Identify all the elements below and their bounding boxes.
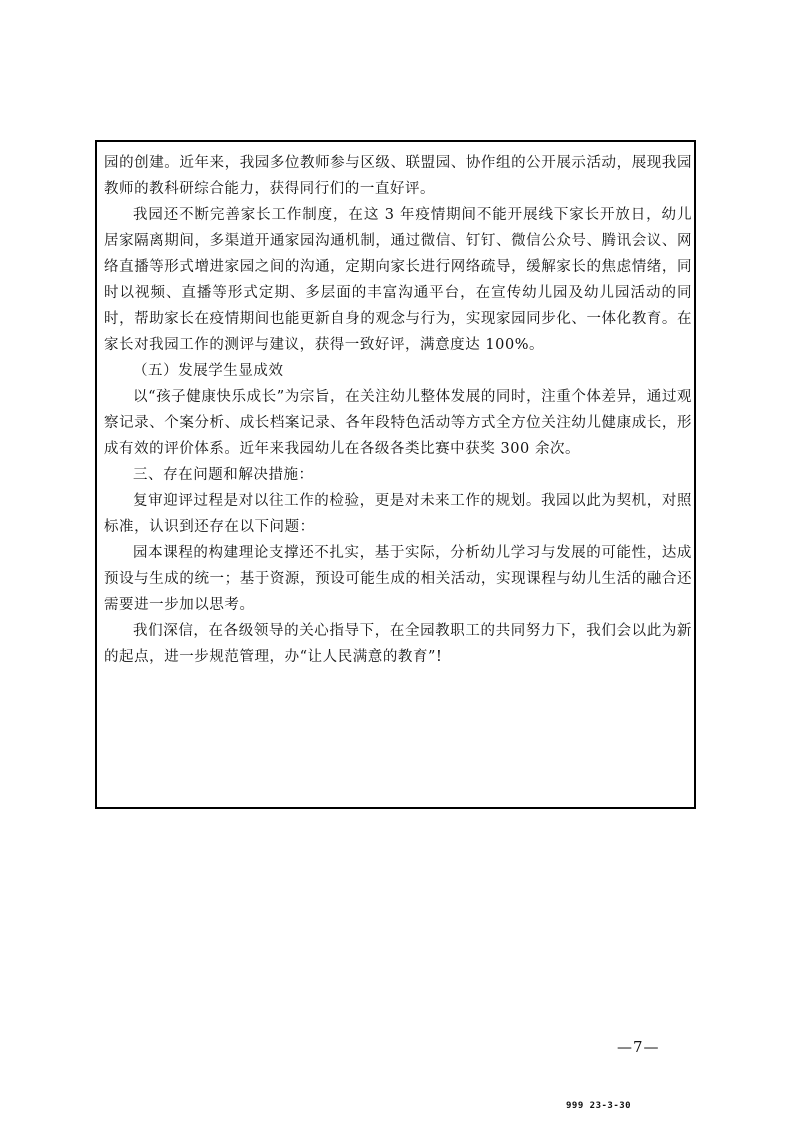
paragraph-student-development: 以“孩子健康快乐成长”为宗旨，在关注幼儿整体发展的同时，注重个体差异，通过观察记录、个案分析、成长档案记录、各年段特色活动等方式全方位关注幼儿健康成长，形成有效的评价体系。近年来我园幼儿在各级各类比赛中获奖 300 余次。 [104,389,692,457]
section-heading-student-development: （五）发展学生显成效 [133,363,284,379]
paragraph-continuation: 园的创建。近年来，我园多位教师参与区级、联盟园、协作组的公开展示活动，展现我园教师的教科研综合能力，获得同行们的一直好评。 [104,155,692,197]
section-heading-problems: 三、存在问题和解决措施： [133,467,314,483]
paragraph-parent-work: 我园还不断完善家长工作制度，在这 3 年疫情期间不能开展线下家长开放日，幼儿居家隔离期间，多渠道开通家园沟通机制，通过微信、钉钉、微信公众号、腾讯会议、网络直播等形式增进家园之间的沟通，定期向家长进行网络疏导，缓解家长的焦虑情绪，同时以视频、直播等形式定期、多层面的丰富沟通平台，在宣传幼儿园及幼儿园活动的同时，帮助家长在疫情期间也能更新自身的观念与行为，实现家园同步化、一体化教育。在家长对我园工作的测评与建议，获得一致好评，满意度达 100%。 [104,207,692,353]
paragraph-conclusion: 我们深信，在各级领导的关心指导下，在全园教职工的共同努力下，我们会以此为新的起点，进一步规范管理，办“让人民满意的教育”! [104,623,692,665]
paragraph-review-planning: 复审迎评过程是对以往工作的检验，更是对未来工作的规划。我园以此为契机，对照标准，认识到还存在以下问题： [104,493,692,535]
footer-code: 999 23-3-30 [566,1101,632,1111]
paragraph-curriculum-issue: 园本课程的构建理论支撑还不扎实，基于实际，分析幼儿学习与发展的可能性，达成预设与生成的统一；基于资源，预设可能生成的相关活动，实现课程与幼儿生活的融合还需要进一步加以思考。 [104,545,692,613]
page-number: —7— [617,1038,660,1056]
